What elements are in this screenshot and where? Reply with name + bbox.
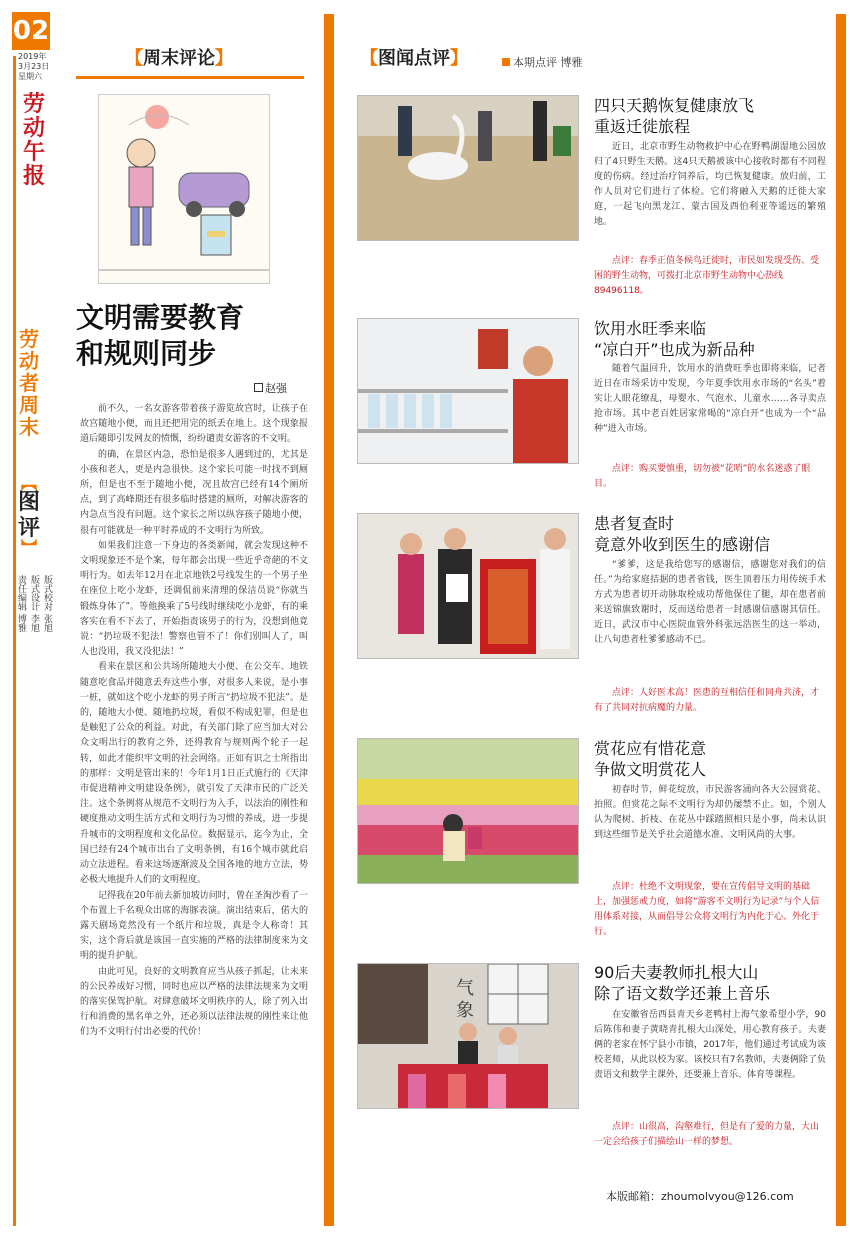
mountain-school-photo: [357, 963, 579, 1109]
article-paragraph: 看来在景区和公共场所随地大小便、在公交车、地铁随意吃食品并随意丢弃这些小事，对很多人来说，是小事一桩，就如这个吃小龙虾的男子所言“扔垃圾不犯法”。是的，随地大小便、随地扔垃圾，看似不构成犯罪，但是也是触犯了公众的利益。对此，有关部门除了应当加大对公众文明出行的教育之外，还得教育与规则两个轮子一起转，如此才能织牢文明的社会网络。正如有识之士所指出的那样：文明是管出来的！今年1月1日正式施行的《天津市促进精神文明建设条例》，就引发了天津市民的广泛关注。这个条例将从规范不文明行为入手，以法治的刚性和硬度推动文明生活方式和文明行为习惯的养成，进一步提升城市的文明程度和文化品位。数据显示，迄今为止，全国已经有24个城市出台了文明条例，有16个城市就此启动立法进程。看来这场逐渐波及全国各地的地方立法，势必极大地提升人们的文明程度。: [80, 662, 308, 886]
section-name: 劳动者周末: [19, 327, 39, 439]
review-editor-note: 本期点评 博雅: [502, 54, 583, 70]
story-title: 四只天鹅恢复健康放飞 重返迁徙旅程: [594, 96, 755, 136]
article-paragraph: 记得我在20年前去新加坡访问时，曾在圣淘沙看了一个布置上千名观众出席的海豚表演。演出结束后，偌大的露天剧场竟然没有一个纸片和垃圾，真是令人称奇！其实，这个背后就是该国一直实施的严格的法律制度来为文明的提升护航。: [80, 890, 308, 962]
article-paragraph: 的确，在景区内急，恐怕是很多人遇到过的，尤其是小孩和老人，更是内急很快。这个家长可能一时找不到厕所，但是也不至于随地小便，况且故宫已经有14个厕所点，到了高峰期还有很多临时搭建的厕所，对解决游客的内急点当没有问题。这个家长之所以纵容孩子随地小便，很有可能就是一种平时养成的不文明行为所致。: [80, 449, 308, 536]
editorial-cartoon: [98, 94, 270, 284]
flower-garden-photo: [357, 738, 579, 884]
story-comment: 点评：人好医术高！医患的互相信任和同舟共济，才有了共同对抗病魔的力量。: [594, 688, 820, 713]
story-comment: 点评：春季正值冬候鸟迁徙时，市民如发现受伤、受困的野生动物，可拨打北京市野生动物中心热线89496118。: [594, 256, 820, 296]
story-comment: 点评：山很高，沟壑难行，但是有了爱的力量，大山一定会给孩子们描绘山一样的梦想。: [594, 1122, 820, 1147]
article-paragraph: 如果我们注意一下身边的各类新闻，就会发现这种不文明现象还不是个案，每年都会出现一些近乎奇葩的不文明行为。如去年12月在北京地铁2号线发生的一个男子坐在座位上吃小龙虾，还调侃前来清理的保洁员说“你就当锻炼身体了”。等他换乘了5号线时继续吃小龙虾，有的乘客实在看不下去了，开始指责该男子的行为，没想到他竟说：“扔垃圾不犯法！警察也管不了！你们别叫人了，叫人也没用，我又没犯法！”: [80, 540, 308, 658]
header-rule: [76, 76, 304, 79]
bracket-top-icon: ︻: [20, 474, 37, 493]
square-bullet-icon: [502, 58, 510, 66]
weekend-review-header: 【周末评论】: [125, 48, 233, 69]
story-body: 近日，北京市野生动物救护中心在野鸭湖湿地公园放归了4只野生天鹅。这4只天鹅被该中心接收时都有不同程度的伤病。经过治疗饲养后，均已恢复健康。放归前，工作人员对它们进行了体检。它们将融入天鹅的迁徙大家庭，一起飞向黑龙江、蒙古国及西伯利亚等遥远的繁殖地。: [594, 142, 826, 227]
svg-text:气: 气: [456, 978, 474, 999]
byline-box-icon: [254, 383, 263, 392]
staff-proofreader: 版式校对 张旭: [42, 575, 52, 632]
story-title: 赏花应有惜花意 争做文明赏花人: [594, 739, 707, 779]
issue-date: 2019年 3月23日 星期六: [18, 52, 50, 81]
article-paragraph: 由此可见，良好的文明教育应当从孩子抓起，让未来的公民养成好习惯，同时也应以严格的法律法规来为文明的落实保驾护航。对肆意破坏文明秩序的人，除了列入出行和消费的黑名单之外，还必须以法律法规的刚性来让他们为不文明行付出必要的代价！: [80, 966, 308, 1038]
bracket-bottom-icon: ︼: [20, 538, 37, 557]
photo-review-header: 【图闻点评】: [360, 48, 468, 69]
page-email: 本版邮箱：zhoumolvyou@126.com: [606, 1190, 794, 1203]
left-orange-bar: [13, 56, 16, 1226]
staff-editor: 责任编辑 博雅: [16, 575, 26, 632]
page-number: 02: [12, 12, 50, 50]
story-comment: 点评：购买要慎重，切勿被“花哨”的水名迷惑了眼目。: [594, 464, 811, 489]
story-body: 初春时节，鲜花绽放，市民游客涌向各大公园赏花、拍照。但赏花之际不文明行为却仍屡禁不止。如，个别人认为爬树、折枝、在花丛中踩踏照相只是小事，尚未认识到这些细节是关乎社会道德水准、文明风尚的大事。: [594, 785, 826, 840]
story-title: 90后夫妻教师扎根大山 除了语文数学还兼上音乐: [594, 963, 771, 1003]
svg-text:象: 象: [456, 1000, 474, 1021]
swan-release-photo: [357, 95, 579, 241]
email-link[interactable]: zhoumolvyou@126.com: [661, 1190, 794, 1203]
story-comment: 点评：杜绝不文明现象，要在宣传倡导文明的基础上，加强惩戒力度，如将“游客不文明行为记录”与个人信用体系对接，从而倡导公众将文明行为内化于心、外化于行。: [594, 882, 820, 937]
story-title: 饮用水旺季来临 “凉白开”也成为新品种: [594, 319, 755, 359]
story-body: 在安徽省岳西县青天乡老鸭村上海气象希望小学，90后陈伟和妻子黄晓青扎根大山深处，用心教育孩子。夫妻俩的老家在怀宁县小市镇，2017年，他们通过考试成为该校老师，从此以校为家。该校只有7名教师，夫妻俩除了负责语文和数学主课外，还要兼上音乐、体育等课程。: [594, 1010, 826, 1080]
center-orange-bar: [324, 14, 334, 1226]
bottled-water-photo: [357, 318, 579, 464]
newspaper-logo: 劳动午报: [22, 91, 45, 189]
doctor-thank-you-photo: [357, 513, 579, 659]
section-sub: ︻ 图评 ︼: [17, 474, 40, 557]
right-orange-bar: [836, 14, 846, 1226]
story-body: “爹爹，这是我给您写的感谢信，感谢您对我们的信任。”为给家庭拮据的患者省钱，医生顶着压力用传统手术方式为患者切开动脉取栓成功帮他保住了腿，却在患者前来送锦旗致谢时，反而送给患者一封感谢信感谢其信任。近日，武汉市中心医院血管外科张远浩医生的这一举动，让八旬患者杜爹爹感动不已。: [594, 560, 826, 645]
staff-credits: [16, 575, 50, 636]
byline: 赵强: [254, 380, 287, 396]
editorial-headline: 文明需要教育 和规则同步: [76, 301, 245, 370]
staff-designer: 版式设计 李旭: [29, 575, 39, 632]
story-body: 随着气温回升，饮用水的消费旺季也即将来临，记者近日在市场采访中发现，今年夏季饮用水市场的“名头”着实让人眼花缭乱，母婴水、气泡水、儿童水……各寻卖点抢市场。其中老百姓居家常喝的“凉白开”也成为一个“品种”进入市场。: [594, 364, 826, 434]
article-paragraph: 前不久，一名女游客带着孩子游览故宫时，让孩子在故宫随地小便，而且还把用完的纸丢在地上。这个现象报道后随即引发网友的愤慨，纷纷谴责女游客的不文明。: [80, 404, 308, 445]
editorial-body: [80, 402, 308, 1202]
story-title: 患者复查时 竟意外收到医生的感谢信: [594, 514, 771, 554]
